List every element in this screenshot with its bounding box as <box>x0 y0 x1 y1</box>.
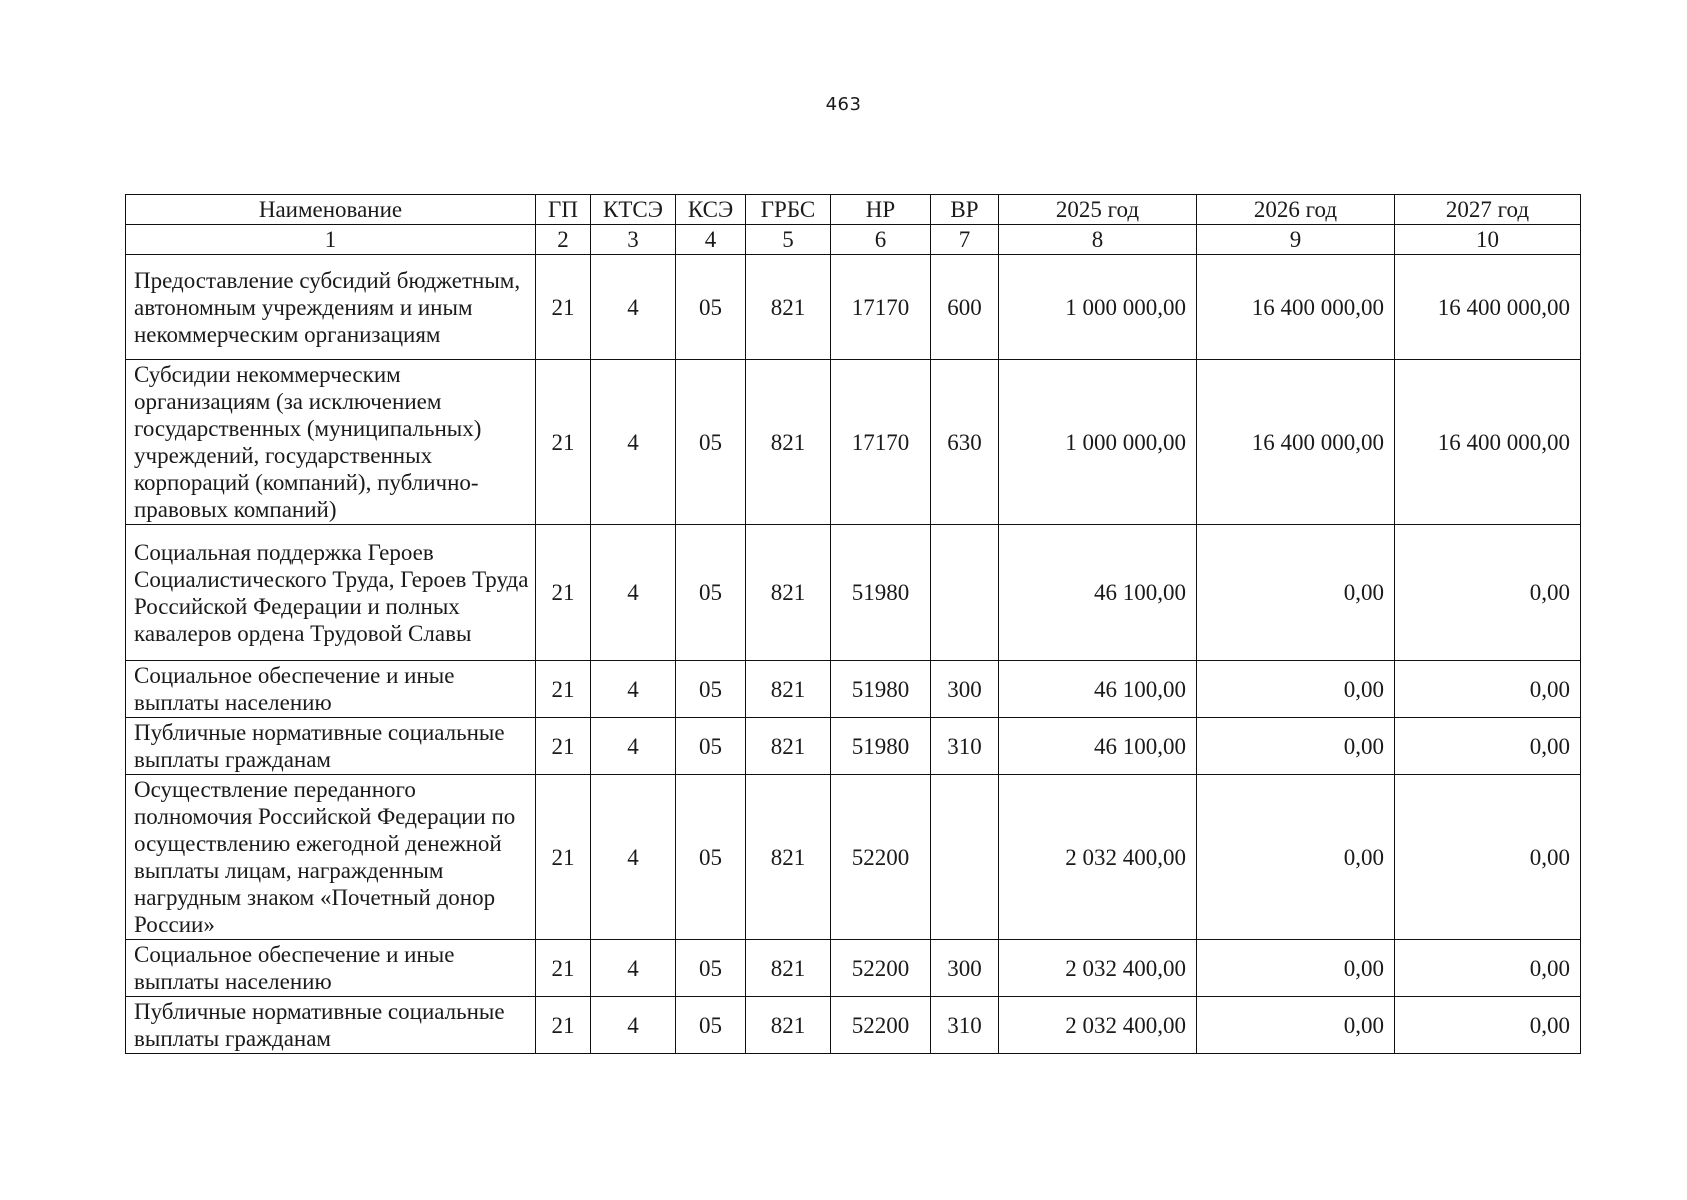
table-row <box>126 360 1581 525</box>
col-header-name: Наименование <box>126 195 536 225</box>
col-number: 9 <box>1197 225 1395 255</box>
row-vr: 310 <box>931 997 999 1054</box>
row-vr: 300 <box>931 940 999 997</box>
row-gp: 21 <box>536 525 591 661</box>
row-amount-2026: 16 400 000,00 <box>1197 360 1395 525</box>
row-name: Публичные нормативные социальные выплаты гражданам <box>126 718 536 775</box>
row-kse: 05 <box>676 525 746 661</box>
row-nr: 51980 <box>831 661 931 718</box>
row-grbs: 821 <box>746 775 831 940</box>
table-row <box>126 661 1581 718</box>
row-vr <box>931 525 999 661</box>
row-grbs: 821 <box>746 940 831 997</box>
row-grbs: 821 <box>746 525 831 661</box>
row-ktse: 4 <box>591 775 676 940</box>
row-name: Социальная поддержка Героев Социалистического Труда, Героев Труда Российской Федерации и полных кавалеров ордена Трудовой Славы <box>126 525 536 661</box>
row-amount-2026: 0,00 <box>1197 718 1395 775</box>
row-amount-2027: 0,00 <box>1395 997 1581 1054</box>
col-number: 2 <box>536 225 591 255</box>
row-nr: 52200 <box>831 940 931 997</box>
row-amount-2026: 0,00 <box>1197 775 1395 940</box>
row-nr: 17170 <box>831 360 931 525</box>
row-gp: 21 <box>536 718 591 775</box>
row-name: Субсидии некоммерческим организациям (за исключением государственных (муниципальных) учреждений, государственных корпораций (компаний), публично-правовых компаний) <box>126 360 536 525</box>
col-number: 6 <box>831 225 931 255</box>
col-number: 8 <box>999 225 1197 255</box>
row-name: Социальное обеспечение и иные выплаты населению <box>126 940 536 997</box>
row-nr: 17170 <box>831 255 931 360</box>
col-number: 10 <box>1395 225 1581 255</box>
row-grbs: 821 <box>746 661 831 718</box>
col-number: 1 <box>126 225 536 255</box>
row-nr: 52200 <box>831 775 931 940</box>
col-header-gp: ГП <box>536 195 591 225</box>
row-kse: 05 <box>676 661 746 718</box>
row-amount-2025: 46 100,00 <box>999 525 1197 661</box>
column-number-row <box>126 225 1581 255</box>
row-ktse: 4 <box>591 360 676 525</box>
row-kse: 05 <box>676 775 746 940</box>
row-nr: 51980 <box>831 718 931 775</box>
col-number: 3 <box>591 225 676 255</box>
table-row <box>126 775 1581 940</box>
table-row <box>126 255 1581 360</box>
row-amount-2027: 0,00 <box>1395 525 1581 661</box>
row-gp: 21 <box>536 775 591 940</box>
row-kse: 05 <box>676 360 746 525</box>
col-number: 7 <box>931 225 999 255</box>
row-vr: 310 <box>931 718 999 775</box>
row-amount-2026: 0,00 <box>1197 997 1395 1054</box>
row-amount-2025: 2 032 400,00 <box>999 940 1197 997</box>
row-vr <box>931 775 999 940</box>
row-amount-2025: 1 000 000,00 <box>999 360 1197 525</box>
row-name: Публичные нормативные социальные выплаты гражданам <box>126 997 536 1054</box>
col-number: 4 <box>676 225 746 255</box>
header-row <box>126 195 1581 225</box>
row-ktse: 4 <box>591 718 676 775</box>
row-amount-2025: 1 000 000,00 <box>999 255 1197 360</box>
row-amount-2027: 0,00 <box>1395 718 1581 775</box>
row-amount-2027: 16 400 000,00 <box>1395 360 1581 525</box>
row-kse: 05 <box>676 997 746 1054</box>
row-ktse: 4 <box>591 525 676 661</box>
row-amount-2027: 0,00 <box>1395 940 1581 997</box>
row-kse: 05 <box>676 718 746 775</box>
col-header-grbs: ГРБС <box>746 195 831 225</box>
row-amount-2027: 0,00 <box>1395 661 1581 718</box>
row-ktse: 4 <box>591 997 676 1054</box>
col-header-2027: 2027 год <box>1395 195 1581 225</box>
row-ktse: 4 <box>591 255 676 360</box>
row-amount-2026: 0,00 <box>1197 940 1395 997</box>
row-vr: 600 <box>931 255 999 360</box>
row-grbs: 821 <box>746 255 831 360</box>
row-ktse: 4 <box>591 661 676 718</box>
row-nr: 52200 <box>831 997 931 1054</box>
col-number: 5 <box>746 225 831 255</box>
row-gp: 21 <box>536 661 591 718</box>
col-header-kse: КСЭ <box>676 195 746 225</box>
col-header-2026: 2026 год <box>1197 195 1395 225</box>
row-amount-2027: 16 400 000,00 <box>1395 255 1581 360</box>
row-amount-2026: 16 400 000,00 <box>1197 255 1395 360</box>
table-row <box>126 718 1581 775</box>
row-name: Социальное обеспечение и иные выплаты населению <box>126 661 536 718</box>
row-amount-2027: 0,00 <box>1395 775 1581 940</box>
row-name: Осуществление переданного полномочия Российской Федерации по осуществлению ежегодной денежной выплаты лицам, награжденным нагрудным знаком «Почетный донор России» <box>126 775 536 940</box>
row-amount-2026: 0,00 <box>1197 661 1395 718</box>
col-header-nr: НР <box>831 195 931 225</box>
table-row <box>126 940 1581 997</box>
page-number: 463 <box>825 94 862 115</box>
table-row <box>126 997 1581 1054</box>
row-gp: 21 <box>536 255 591 360</box>
row-grbs: 821 <box>746 360 831 525</box>
row-ktse: 4 <box>591 940 676 997</box>
row-vr: 300 <box>931 661 999 718</box>
row-vr: 630 <box>931 360 999 525</box>
row-nr: 51980 <box>831 525 931 661</box>
row-amount-2025: 2 032 400,00 <box>999 775 1197 940</box>
row-amount-2025: 2 032 400,00 <box>999 997 1197 1054</box>
row-kse: 05 <box>676 255 746 360</box>
row-gp: 21 <box>536 940 591 997</box>
col-header-vr: ВР <box>931 195 999 225</box>
row-grbs: 821 <box>746 718 831 775</box>
row-amount-2025: 46 100,00 <box>999 718 1197 775</box>
row-amount-2025: 46 100,00 <box>999 661 1197 718</box>
col-header-2025: 2025 год <box>999 195 1197 225</box>
row-kse: 05 <box>676 940 746 997</box>
row-name: Предоставление субсидий бюджетным, автономным учреждениям и иным некоммерческим организациям <box>126 255 536 360</box>
row-gp: 21 <box>536 997 591 1054</box>
row-grbs: 821 <box>746 997 831 1054</box>
col-header-ktse: КТСЭ <box>591 195 676 225</box>
budget-table <box>125 194 1581 1054</box>
table-row <box>126 525 1581 661</box>
row-amount-2026: 0,00 <box>1197 525 1395 661</box>
row-gp: 21 <box>536 360 591 525</box>
